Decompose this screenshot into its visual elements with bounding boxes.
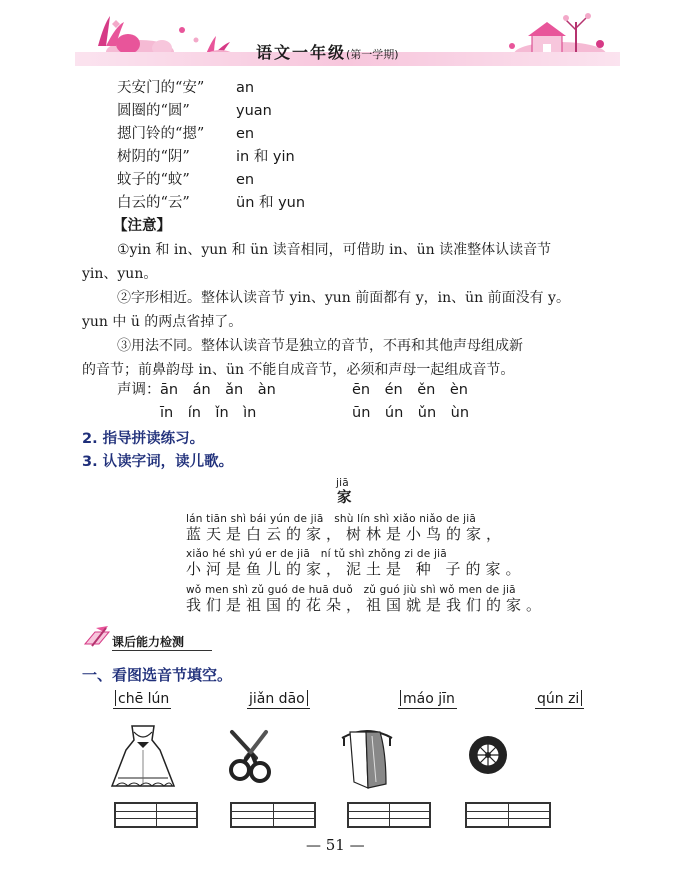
finals-word-1: 天安门的“安”	[117, 80, 205, 96]
notes-heading: 【注意】	[113, 217, 171, 234]
finals-sound-1: an	[236, 80, 255, 96]
finals-word-6: 白云的“云”	[117, 195, 190, 211]
question-1: 一、看图选音节填空。	[82, 666, 233, 684]
finals-sound-3: en	[236, 126, 255, 142]
answer-grid-3[interactable]	[347, 802, 431, 828]
tones-un: ūn ún ǔn ùn	[352, 405, 470, 421]
option-qun-zi	[535, 690, 584, 709]
finals-sound-4: in 和 yin	[236, 149, 295, 165]
note-3-line-2: 的音节；前鼻韵母 in、ün 不能自成音节，必须和声母一起组成音节。	[82, 362, 515, 378]
option-bar	[307, 690, 308, 706]
finals-word-4: 树阴的“阴”	[117, 149, 190, 165]
poem-line-3: 我们是祖国的花朵，祖国就是我们的家。	[186, 596, 547, 614]
finals-word-3: 摁门铃的“摁”	[117, 126, 205, 142]
poem-title: 家	[337, 489, 352, 506]
tones-label: 声调：	[117, 382, 161, 398]
finals-word-2: 圆圈的“圆”	[117, 103, 190, 119]
option-text: chē lún	[118, 691, 170, 707]
tones-an: ān án ǎn àn	[160, 382, 276, 398]
poem-line-1-pinyin: lán tiān shì bái yún de jiā shù lín shì xiǎo niǎo de jiā	[186, 513, 476, 525]
finals-sound-5: en	[236, 172, 255, 188]
wheel-icon	[467, 734, 509, 776]
poem-line-1: 蓝天是白云的家，树林是小鸟的家，	[186, 525, 507, 543]
scissors-icon	[222, 728, 282, 784]
option-bar	[400, 690, 401, 706]
option-text: qún zi	[537, 691, 580, 707]
option-bar	[581, 690, 582, 706]
header-title-text: 语文一年级	[256, 43, 347, 62]
answer-grid-table	[348, 803, 430, 827]
finals-sound-6: ün 和 yun	[236, 195, 306, 211]
note-2-line-2: yun 中 ü 的两点省掉了。	[82, 314, 243, 330]
poem-line-2-pinyin: xiǎo hé shì yú er de jiā ní tǔ shì zhǒng zi de jiā	[186, 548, 447, 560]
answer-grid-4[interactable]	[465, 802, 551, 828]
finals-sound-2: yuan	[236, 103, 272, 119]
answer-grid-table	[231, 803, 315, 827]
poem-line-3-pinyin: wǒ men shì zǔ guó de huā duǒ zǔ guó jiù shì wǒ men de jiā	[186, 584, 516, 596]
answer-grid-table	[466, 803, 550, 827]
option-text: máo jīn	[403, 691, 455, 707]
note-1-line-2: yin、yun。	[82, 266, 158, 282]
header-subtitle: (第一学期)	[346, 48, 399, 61]
option-bar	[115, 690, 116, 706]
towel-icon	[340, 724, 394, 790]
option-che-lun	[113, 690, 171, 709]
option-jian-dao	[247, 690, 310, 709]
finals-word-5: 蚊子的“蚊”	[117, 172, 190, 188]
step-2: 2. 指导拼读练习。	[82, 431, 205, 447]
answer-grid-1[interactable]	[114, 802, 198, 828]
note-1-line-1: ①yin 和 in、yun 和 ün 读音相同，可借助 in、ün 读准整体认读音节	[117, 242, 552, 258]
tones-in: īn ín ǐn ìn	[160, 405, 257, 421]
option-text: jiǎn dāo	[249, 691, 305, 707]
page-number: — 51 —	[306, 836, 365, 854]
note-2-line-1: ②字形相近。整体认读音节 yin、yun 前面都有 y，in、ün 前面没有 y。	[117, 290, 570, 306]
section-title: 课后能力检测	[112, 635, 185, 649]
note-3-line-1: ③用法不同。整体认读音节是独立的音节，不再和其他声母组成新	[117, 338, 523, 354]
header-decoration	[0, 0, 689, 78]
step-3: 3. 认读字词，读儿歌。	[82, 454, 234, 470]
answer-grid-table	[115, 803, 197, 827]
tones-en: ēn én ěn èn	[352, 382, 468, 398]
option-mao-jin	[398, 690, 457, 709]
poem-line-2: 小河是鱼儿的家，泥土是 种 子的家。	[186, 560, 526, 578]
section-underline	[112, 650, 212, 651]
dress-icon	[108, 722, 178, 794]
poem-title-pinyin: jiā	[336, 477, 349, 489]
header-title	[256, 40, 399, 63]
answer-grid-2[interactable]	[230, 802, 316, 828]
page-header	[0, 0, 689, 78]
pencil-book-icon	[82, 624, 112, 650]
